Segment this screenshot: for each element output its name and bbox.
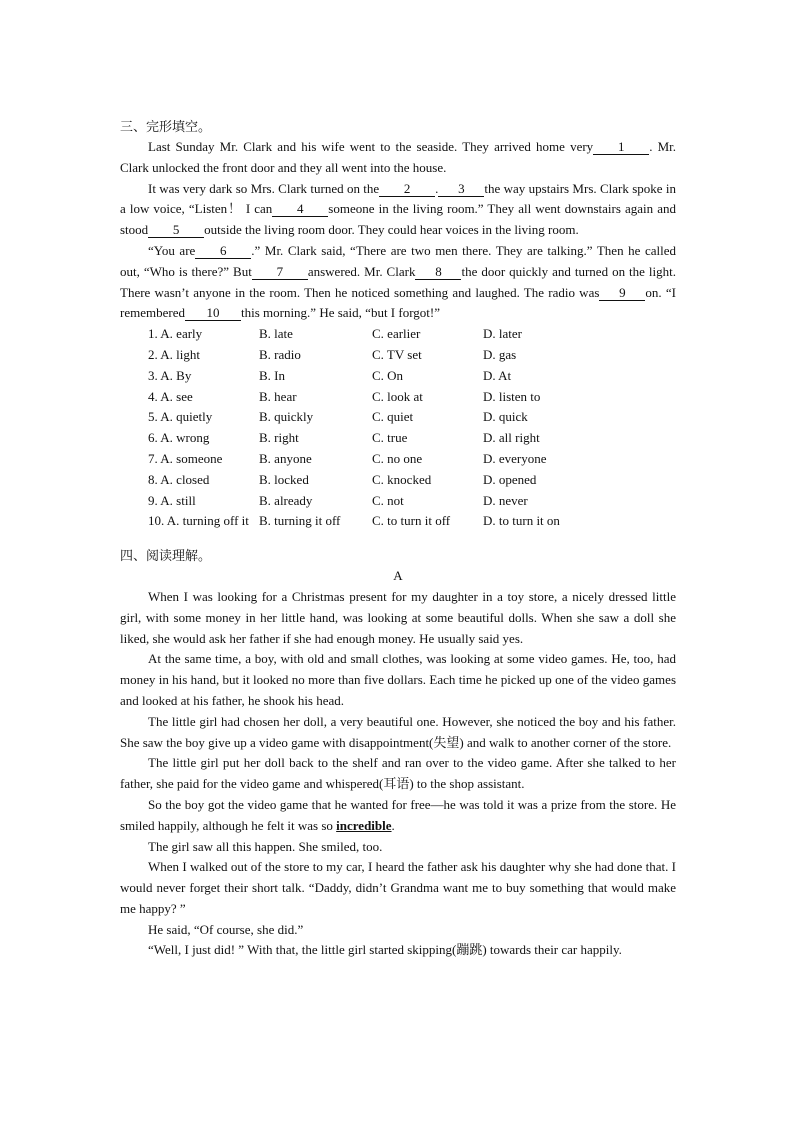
- highlighted-word: incredible: [336, 817, 392, 833]
- blank-1: 1: [593, 140, 649, 155]
- text-run: outside the living room door. They could hear voices in the living room.: [204, 222, 579, 238]
- text-run: Last Sunday Mr. Clark and his wife went to the seaside. They arrived home very: [148, 139, 594, 154]
- blank-3: 3: [438, 182, 484, 197]
- option: C. look at: [372, 388, 423, 404]
- option: B. quickly: [259, 409, 314, 425]
- passage-label: A: [393, 568, 403, 584]
- option: C. no one: [372, 450, 423, 466]
- reading-paragraph-1: When I was looking for a Christmas present for my daughter in a toy store, a nicely dressed little girl, with some money in her little hand, was looking at some beautiful dolls. When she saw a doll she liked, she would ask her father if she had enough money. He usually said yes.: [120, 588, 676, 646]
- option-row-4: [148, 387, 676, 408]
- option: B. right: [259, 430, 299, 446]
- option: 5. A. quietly: [148, 409, 213, 425]
- option: C. true: [372, 430, 408, 446]
- text-run: this morning.” He said, “but I forgot!”: [240, 305, 441, 321]
- reading-paragraph-3: The little girl had chosen her doll, a very beautiful one. However, she noticed the boy and his father. She saw the boy give up a video game with disappointment(失望) and walk to another corner of the store.: [120, 713, 676, 750]
- document-page: [120, 116, 676, 961]
- text-run: .” Mr. Clark said, “There are two men there. They are talking.” Then he called out, “Who is there?” But: [120, 242, 676, 279]
- option: D. later: [483, 326, 522, 342]
- option: C. earlier: [372, 326, 421, 342]
- option: 3. A. By: [148, 367, 192, 383]
- text-run: the way upstairs Mrs. Clark spoke in a low voice, “Listen！ I can: [120, 180, 676, 217]
- option: B. hear: [259, 388, 297, 404]
- option: C. to turn it off: [372, 513, 451, 529]
- option: 7. A. someone: [148, 450, 223, 466]
- option: 4. A. see: [148, 388, 193, 404]
- section-heading-reading: 四、阅读理解。: [120, 548, 212, 564]
- option: D. all right: [483, 430, 540, 446]
- option-row-2: [148, 345, 676, 366]
- option: B. locked: [259, 471, 309, 487]
- section-heading-cloze: 三、完形填空。: [120, 119, 212, 134]
- option-row-9: [148, 491, 676, 512]
- option: D. gas: [483, 346, 517, 362]
- option: C. knocked: [372, 471, 432, 487]
- blank-7: 7: [252, 265, 308, 280]
- text-run: the door quickly and turned on the light. There wasn’t anyone in the room. Then he noticed something and laughed. The radio was: [120, 263, 677, 300]
- option-row-10: [148, 511, 676, 532]
- option: D. listen to: [483, 388, 541, 404]
- option: C. On: [372, 367, 404, 383]
- option: 1. A. early: [148, 326, 203, 342]
- text-run: on. “I remembered: [120, 284, 676, 321]
- option: 8. A. closed: [148, 471, 210, 487]
- blank-9: 9: [599, 286, 645, 301]
- option: B. anyone: [259, 450, 312, 466]
- reading-paragraph-7: When I walked out of the store to my car, I heard the father ask his daughter why she had done that. I would never forget their short talk. “Daddy, didn’t Grandma want me to buy something that would make me happy? ”: [120, 859, 676, 916]
- option: 10. A. turning off it: [148, 513, 249, 529]
- option: D. everyone: [483, 450, 547, 466]
- text-run: So the boy got the video game that he wanted for free—he was told it was a prize from the store. He smiled happily, although he felt it was so: [120, 796, 676, 833]
- option: D. to turn it on: [483, 513, 560, 529]
- option: C. TV set: [372, 346, 422, 362]
- option-row-3: [148, 366, 676, 387]
- option: C. quiet: [372, 409, 414, 425]
- option: 6. A. wrong: [148, 430, 210, 446]
- cloze-paragraph-1: [120, 137, 676, 179]
- blank-2: 2: [379, 182, 435, 197]
- text-run: . Mr. Clark unlocked the front door and they all went into the house.: [120, 139, 677, 175]
- text-run: .: [435, 180, 439, 196]
- option: B. turning it off: [259, 513, 341, 529]
- option: D. opened: [483, 471, 537, 487]
- reading-paragraph-8: He said, “Of course, she did.”: [148, 921, 304, 937]
- option: D. quick: [483, 409, 528, 425]
- reading-paragraph-5: [120, 795, 676, 837]
- option: D. At: [483, 367, 512, 383]
- option: B. late: [259, 326, 293, 342]
- option: B. In: [259, 367, 285, 383]
- spacer: [120, 532, 676, 545]
- reading-paragraph-6: The girl saw all this happen. She smiled, too.: [148, 838, 383, 854]
- option: B. radio: [259, 346, 301, 362]
- cloze-paragraph-2: [120, 179, 676, 241]
- option: 2. A. light: [148, 346, 201, 362]
- option-row-5: [148, 407, 676, 428]
- reading-paragraph-2: At the same time, a boy, with old and small clothes, was looking at some video games. He, too, had money in his hand, but it looked no more than five dollars. Each time he picked up one of the video games and looked at his father, he shook his head.: [120, 651, 676, 708]
- option-row-1: [148, 324, 676, 345]
- text-run: It was very dark so Mrs. Clark turned on the: [148, 180, 380, 196]
- reading-paragraph-4: The little girl put her doll back to the shelf and ran over to the video game. After she talked to her father, she paid for the video game and whispered(耳语) to the shop assistant.: [120, 755, 676, 792]
- blank-6: 6: [195, 244, 251, 259]
- option: D. never: [483, 492, 528, 508]
- option-row-7: [148, 449, 676, 470]
- reading-paragraph-9: “Well, I just did! ” With that, the little girl started skipping(蹦跳) towards their car happily.: [148, 942, 622, 958]
- cloze-options: [148, 324, 676, 532]
- option: B. already: [259, 492, 313, 508]
- option-row-8: [148, 470, 676, 491]
- text-run: .: [391, 817, 395, 833]
- option: 9. A. still: [148, 492, 196, 508]
- blank-10: 10: [185, 306, 241, 321]
- blank-5: 5: [148, 223, 204, 238]
- text-run: answered. Mr. Clark: [307, 263, 416, 279]
- blank-8: 8: [415, 265, 461, 280]
- blank-4: 4: [272, 202, 328, 217]
- option-row-6: [148, 428, 676, 449]
- text-run: “You are: [148, 242, 196, 258]
- cloze-paragraph-3: [120, 241, 676, 324]
- option: C. not: [372, 492, 404, 508]
- text-run: someone in the living room.” They all went downstairs again and stood: [120, 201, 676, 238]
